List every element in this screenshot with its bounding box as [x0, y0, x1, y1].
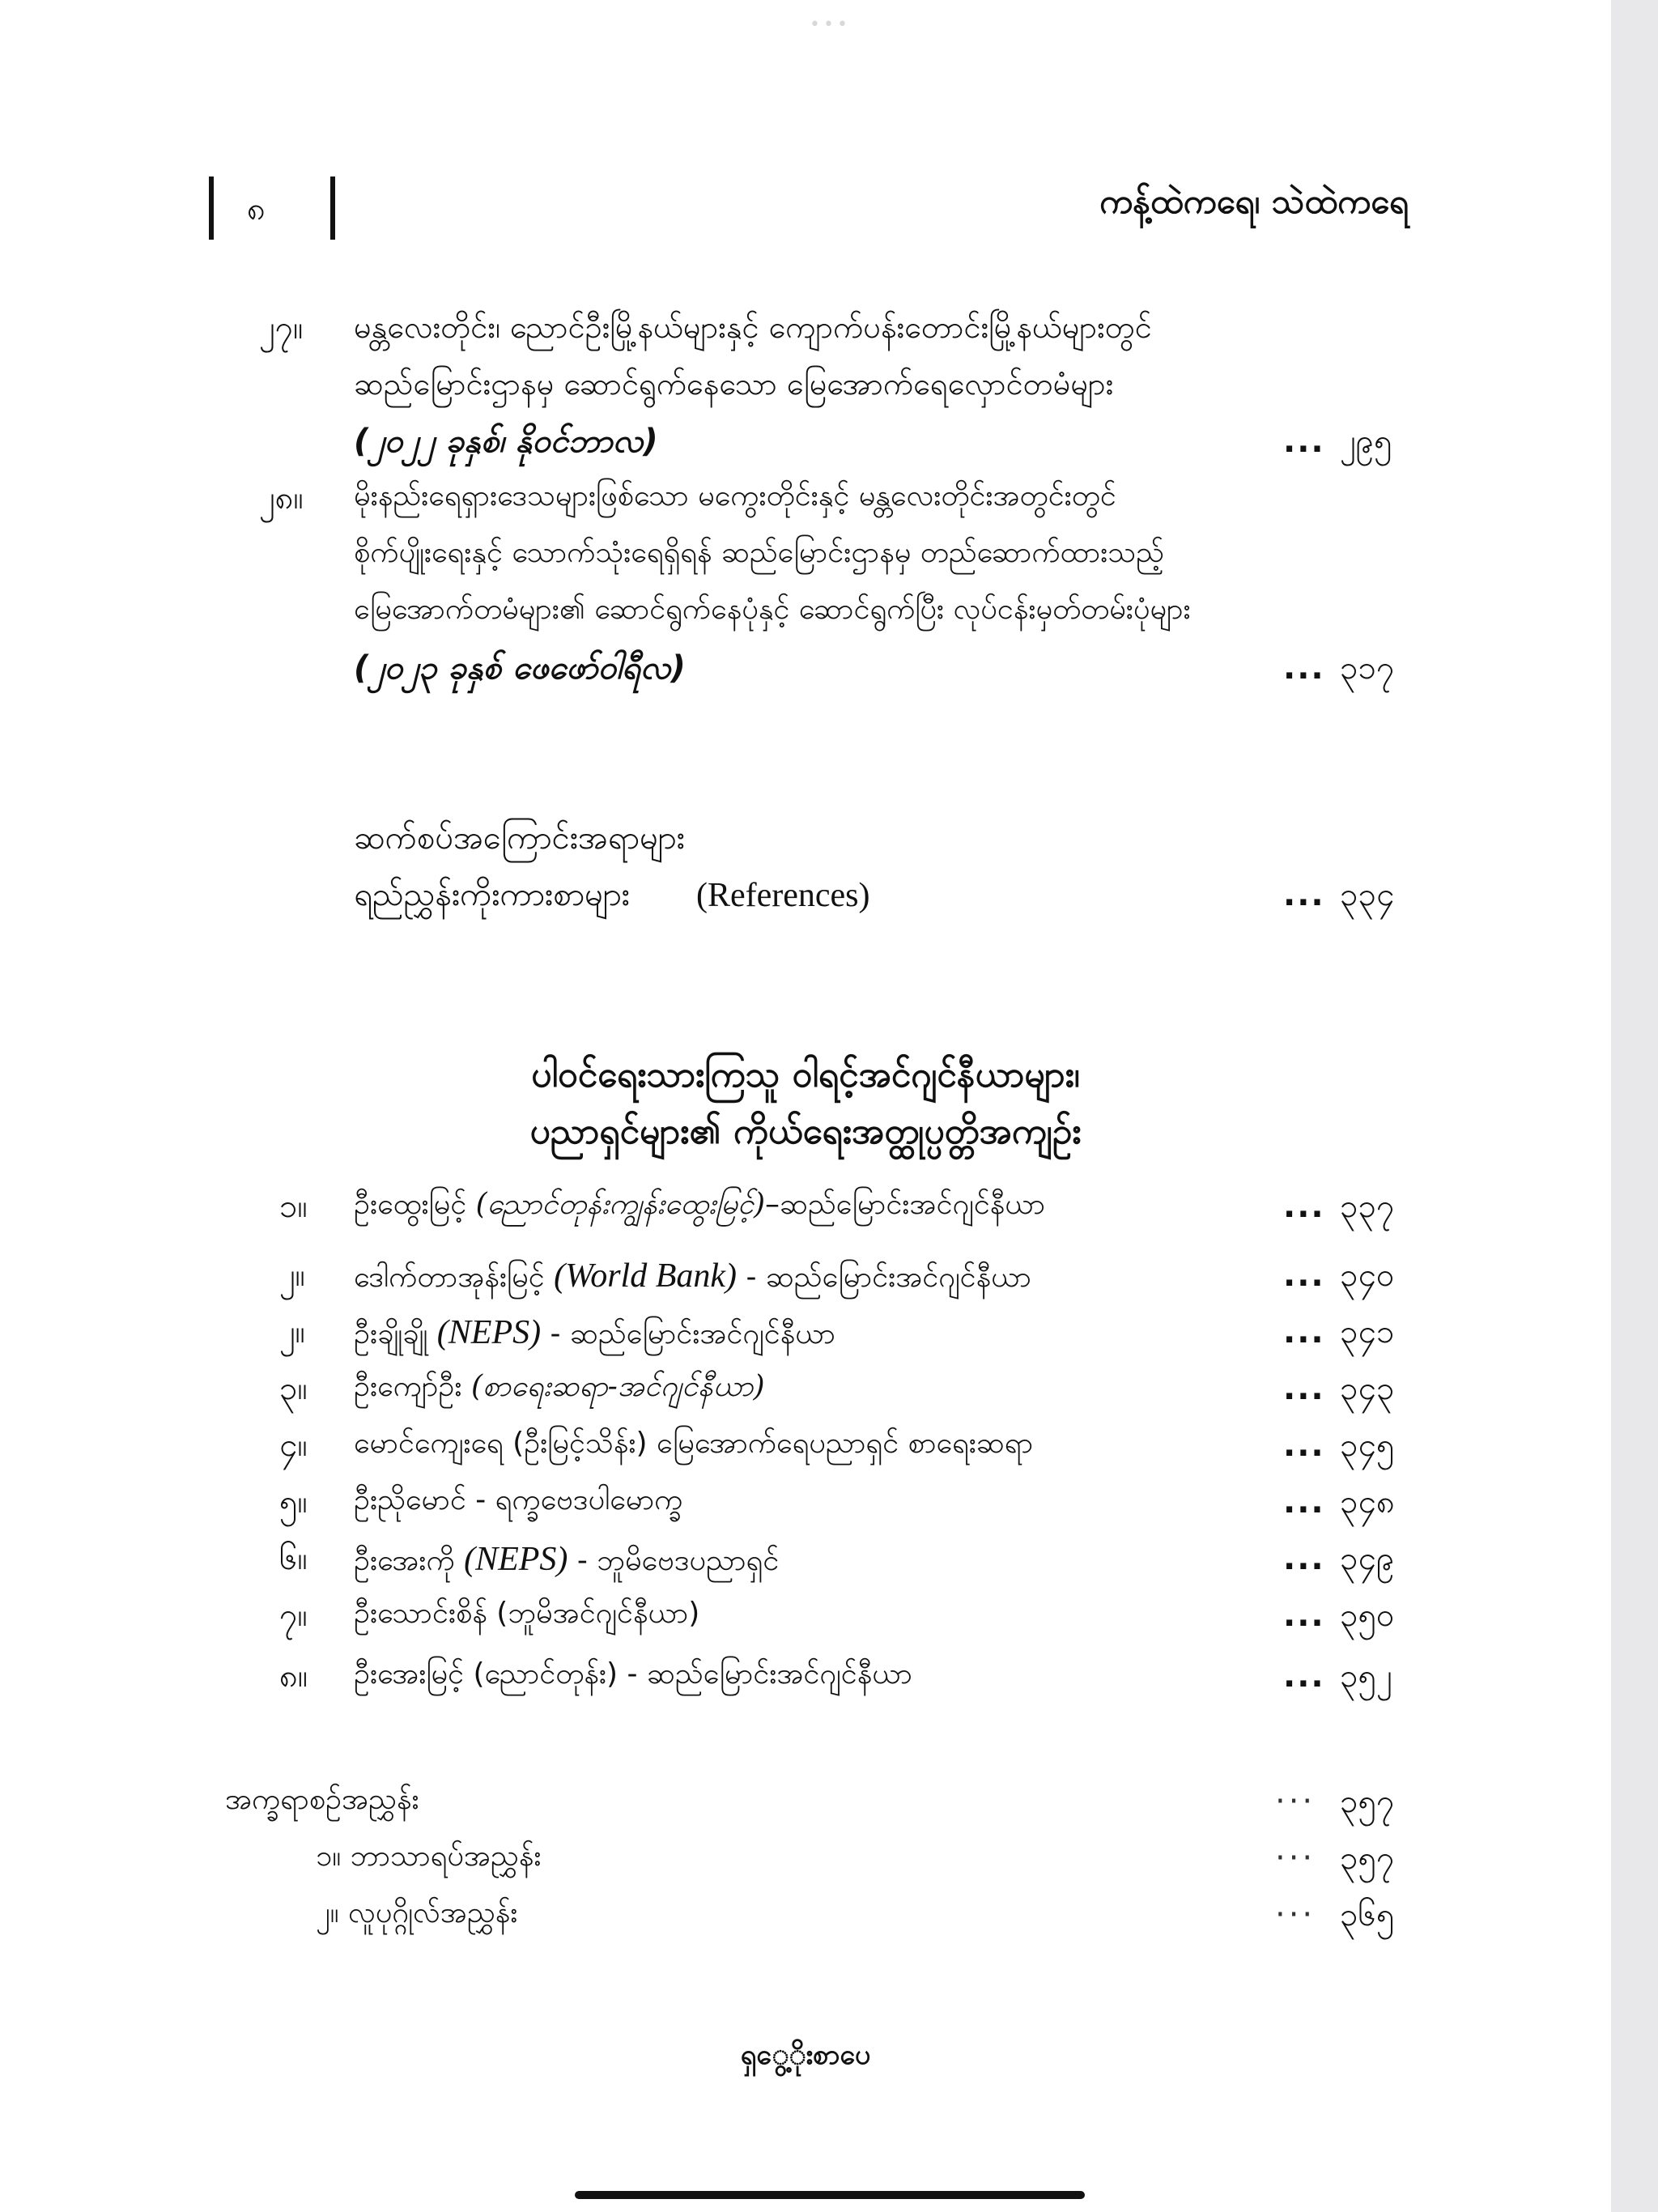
item-name: ဦးသောင်းစိန် (ဘူမိအင်ဂျင်နီယာ): [354, 1597, 700, 1630]
leader-dots: ...: [1283, 1257, 1325, 1294]
entry-line: ဆည်မြောင်းဌာနမှ ဆောင်ရွက်နေသော မြေအောက်ရေလှောင်တမံများ: [354, 366, 1114, 402]
item-text: [354, 1372, 765, 1402]
running-title: ကန့်ထဲကရေ၊ သဲထဲကရေ: [1099, 181, 1409, 221]
item-note: (World Bank): [554, 1257, 737, 1295]
item-tail: - ဆည်မြောင်းအင်ဂျင်နီယာ: [737, 1261, 1031, 1294]
item-text: [354, 1542, 779, 1576]
index-title-page: ၃၅၇: [1340, 1783, 1395, 1820]
entry-line: မြေအောက်တမံများ၏ ဆောင်ရွက်နေပုံနှင့် ဆောင်ရွက်ပြီး လုပ်ငန်းမှတ်တမ်းပုံများ: [354, 593, 1191, 626]
leader-dots: ...: [1283, 876, 1325, 913]
index-title: အက္ခရာစဉ်အညွှန်း: [225, 1783, 419, 1816]
item-number: ၆။: [279, 1540, 308, 1577]
index-item-page: ၃၅၇: [1340, 1840, 1395, 1877]
leader-dots: ...: [1283, 1188, 1325, 1225]
item-tail: –ဆည်မြောင်းအင်ဂျင်နီယာ: [765, 1188, 1046, 1221]
references-en: (References): [696, 877, 870, 914]
item-name: ဦးကျော်ဦး: [354, 1370, 462, 1403]
publisher-footer: ရှွေ့ိုးစာပေ: [740, 2039, 871, 2071]
contributors-heading-line2: ပညာရှင်များ၏ ကိုယ်ရေးအတ္ထုပ္ပတ္တိအကျဉ်း: [529, 1111, 1082, 1152]
index-item-label: ၂။ လူပုဂ္ဂိုလ်အညွှန်း: [316, 1896, 518, 1929]
leader-dots: ···: [1275, 1896, 1316, 1933]
appendix-label: ဆက်စပ်အကြောင်းအရာများ: [354, 819, 685, 857]
item-number: ၇။: [279, 1597, 308, 1634]
item-text: [354, 1259, 1031, 1293]
home-indicator[interactable]: [575, 2191, 1085, 2199]
entry-date: (၂၀၂၃ ခုနှစ် ဖေဖော်ဝါရီလ): [354, 649, 686, 687]
item-name: ဦးအေးမြင့် (ညောင်တုန်း) - ဆည်မြောင်းအင်ဂျင်နီယာ: [354, 1657, 912, 1691]
entry-date: (၂၀၂၂ ခုနှစ်၊ နိုဝင်ဘာလ): [354, 423, 658, 460]
item-page: ၃၄၈: [1340, 1483, 1395, 1521]
item-note: (စာရေးဆရာ-အင်ဂျင်နီယာ): [470, 1370, 765, 1403]
item-note: (NEPS): [436, 1314, 542, 1351]
item-page: ၃၅၂: [1340, 1657, 1392, 1695]
entry-page: ၂၉၅: [1340, 423, 1392, 460]
item-name: ဦးအေးကို: [354, 1544, 455, 1577]
contributors-heading-line1: ပါဝင်ရေးသားကြသူ ဝါရင့်အင်ဂျင်နီယာများ၊: [531, 1054, 1080, 1095]
item-number: ၁။: [279, 1188, 308, 1225]
leader-dots: ...: [1283, 1313, 1325, 1351]
item-text: [354, 1190, 1045, 1219]
item-number: ၂။: [279, 1313, 305, 1351]
item-page: ၃၄၃: [1340, 1370, 1395, 1407]
entry-line: မိုးနည်းရေရှားဒေသများဖြစ်သော မကွေးတိုင်းနှင့် မန္တလေးတိုင်းအတွင်းတွင်: [354, 479, 1116, 513]
index-item-page: ၃၆၅: [1340, 1896, 1395, 1933]
item-tail: - ဘူမိဗေဒပညာရှင်: [568, 1544, 780, 1577]
leader-dots: ...: [1283, 1483, 1325, 1521]
page-edge: [1611, 0, 1658, 2212]
item-name: ဦးထွေးမြင့်: [354, 1188, 467, 1221]
leader-dots: ...: [1283, 1597, 1325, 1634]
item-page: ၃၄၉: [1340, 1540, 1395, 1577]
item-note: (NEPS): [464, 1541, 568, 1578]
leader-dots: ...: [1283, 423, 1325, 460]
header-right-rule: [330, 177, 335, 240]
item-page: ၃၄၀: [1340, 1257, 1395, 1294]
header-left-rule: [209, 177, 214, 240]
entry-line: မန္တလေးတိုင်း၊ ညောင်ဦးမြို့နယ်များနှင့် ကျောက်ပန်းတောင်းမြို့နယ်များတွင်: [354, 309, 1152, 345]
references-label: ရည်ညွှန်းကိုးကားစာများ: [354, 876, 630, 913]
leader-dots: ···: [1275, 1783, 1316, 1820]
item-page: ၃၄၅: [1340, 1427, 1395, 1464]
entry-page: ၃၁၇: [1340, 649, 1395, 687]
entry-line: စိုက်ပျိုးရေးနှင့် သောက်သုံးရေရှိရန် ဆည်မြောင်းဌာနမှ တည်ဆောက်ထားသည့်: [354, 536, 1164, 569]
item-name: ဦးချိုချို: [354, 1317, 428, 1351]
item-name: ဒေါက်တာအုန်းမြင့်: [354, 1261, 545, 1294]
item-tail: - ဆည်မြောင်းအင်ဂျင်နီယာ: [541, 1317, 835, 1351]
item-number: ၈။: [279, 1657, 308, 1695]
leader-dots: ...: [1283, 649, 1325, 687]
item-number: ၄။: [279, 1427, 308, 1464]
item-text: [354, 1316, 835, 1350]
item-number: ၂။: [279, 1257, 305, 1294]
entry-number: ၂၇။: [259, 309, 304, 347]
page-number: ၈: [247, 190, 266, 228]
item-note: (ညောင်တုန်းကျွန်းထွေးမြင့်): [475, 1188, 766, 1221]
index-item-label: ၁။ ဘာသာရပ်အညွှန်း: [316, 1840, 542, 1873]
top-handle-indicator: •••: [810, 15, 851, 35]
leader-dots: ...: [1283, 1657, 1325, 1695]
item-page: ၃၃၇: [1340, 1188, 1395, 1225]
leader-dots: ...: [1283, 1540, 1325, 1577]
item-page: ၃၄၁: [1340, 1313, 1395, 1351]
leader-dots: ···: [1275, 1840, 1316, 1877]
item-page: ၃၅၀: [1340, 1597, 1395, 1634]
item-name: မောင်ကျေးရေ (ဦးမြင့်သိန်း) မြေအောက်ရေပညာရှင် စာရေးဆရာ: [354, 1427, 1034, 1460]
leader-dots: ...: [1283, 1370, 1325, 1407]
item-number: ၅။: [279, 1483, 308, 1521]
item-name: ဦးညိုမောင် - ရက္ခဗေဒပါမောက္ခ: [354, 1483, 683, 1516]
entry-number: ၂၈။: [259, 479, 304, 517]
item-number: ၃။: [279, 1370, 308, 1407]
leader-dots: ...: [1283, 1427, 1325, 1464]
references-page: ၃၃၄: [1340, 876, 1395, 913]
